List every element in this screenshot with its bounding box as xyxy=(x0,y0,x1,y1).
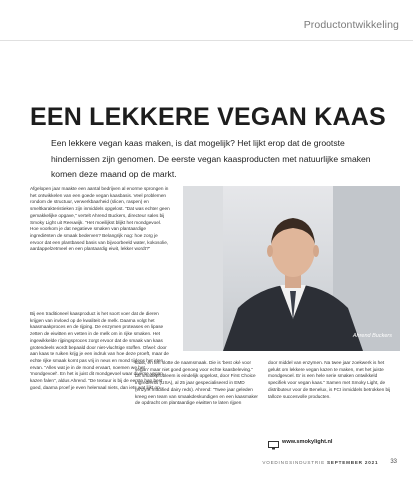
page-footer xyxy=(262,459,397,465)
portrait-illustration xyxy=(183,186,400,351)
body-paragraph: Afgelopen jaar maakte een aantal bedrijven al enorme sprongen in het ontwikkelen van een goede vegan kaasbasis. Veel problemen rondom de structuur, verwerkbaarheid (slicen, raspen) en smeltkarakteristieken zijn inmiddels opgelost. "Dat was echter geen gemakkelijke opgave," vertelt Ahrend Buckers, directeur sales bij Smoky Light uit Reeuwijk. "Het moeilijkst blijkt het mondgevoel. Hoe voorkom je dat negatieve smaken van plantaardige ingrediënten de smaak bederven? Belangrijk nog: hoe zorg je ervoor dat een plantbased basis van bijvoorbeeld water, kokosolie, aardappelzetmeel en een plantaardig eiwit, lekker wordt?" xyxy=(30,186,170,252)
body-paragraph: Bij een traditioneel kaasproduct is het soort voer dat de dieren krijgen van invloed op de kwaliteit de melk. Daarna volgt het kaasmaakproces en de rijping. De enzymen proteases en lipase zetten de eiwitten en vetten in de melk om in rijke smaken. Het ingewikkelde rijpingsproces zorgt ervoor dat de smaak van kaas grotendeels wordt bepaald door niet-vluchtige stoffen. Ofwel: door aan kaas te ruiken krijg je een indruk van hoe deze proeft, maar de echte rijke smaak komt pas vrij in neus en mond tijdens het eten ervan. "Alles wat je in de mond ervaart, noemen we het 'mondgevoel'. En het is juist dit mondgevoel waar diverse vegan kazen falen", aldus Ahrend. "De textuur is bij de eerste hap best goed, daarna proef je even helemaal niets, dan iets wat lijkt op xyxy=(30,311,169,390)
body-column-1-top xyxy=(30,186,170,253)
top-rule xyxy=(0,40,413,41)
page-number: 33 xyxy=(390,459,397,465)
website-reference xyxy=(268,437,332,446)
issue-date: SEPTEMBER 2021 xyxy=(327,459,379,465)
headline: EEN LEKKERE VEGAN KAAS xyxy=(30,103,386,131)
footer-publication xyxy=(262,460,378,465)
publication-name: VOEDINGSINDUSTRIE xyxy=(262,459,325,465)
portrait-photo xyxy=(183,186,400,351)
body-column-2 xyxy=(135,360,260,407)
body-paragraph: kaas, en ten slotte de naamsmaak. Die is 'best oké voor vegan' maar niet goed genoeg voor echte kaasbeleving." Dit smaakprobleem is eindelijk opgelost, door First Choice Ingredients (USA), al 25 jaar gespecialiseerd in EMD (enzym modified dairy reds). Ahrend: "Twee jaar geleden kreeg een team van smaakdeskundigen en een kaasmaker de opdracht om plantaardige eiwitten te laten rijpen xyxy=(135,360,258,406)
body-column-3 xyxy=(268,360,393,400)
body-paragraph: door middel van enzymen. Na twee jaar zoekwerk is het gelukt om lekkere vegan kazen te maken, met het juiste mondgevoel. Er is een hele serie smaken ontwikkeld specifiek voor vegan kaas." Samen met Smoky Light, de distributeur voor de Benelux, is FCI inmiddels betrokken bij talloze succesvolle producten. xyxy=(268,360,391,399)
website-link[interactable]: www.smokylight.nl xyxy=(282,438,333,445)
photo-caption: Ahrend Buckers xyxy=(352,333,392,339)
monitor-icon xyxy=(268,437,279,446)
intro-paragraph: Een lekkere vegan kaas maken, is dat mogelijk? Het lijkt erop dat de grootste hindernissen zijn genomen. De eerste vegan kaasproducten met natuurlijke smaken komen deze maand op de markt. xyxy=(51,138,371,179)
section-label: Productontwikkeling xyxy=(303,19,399,31)
